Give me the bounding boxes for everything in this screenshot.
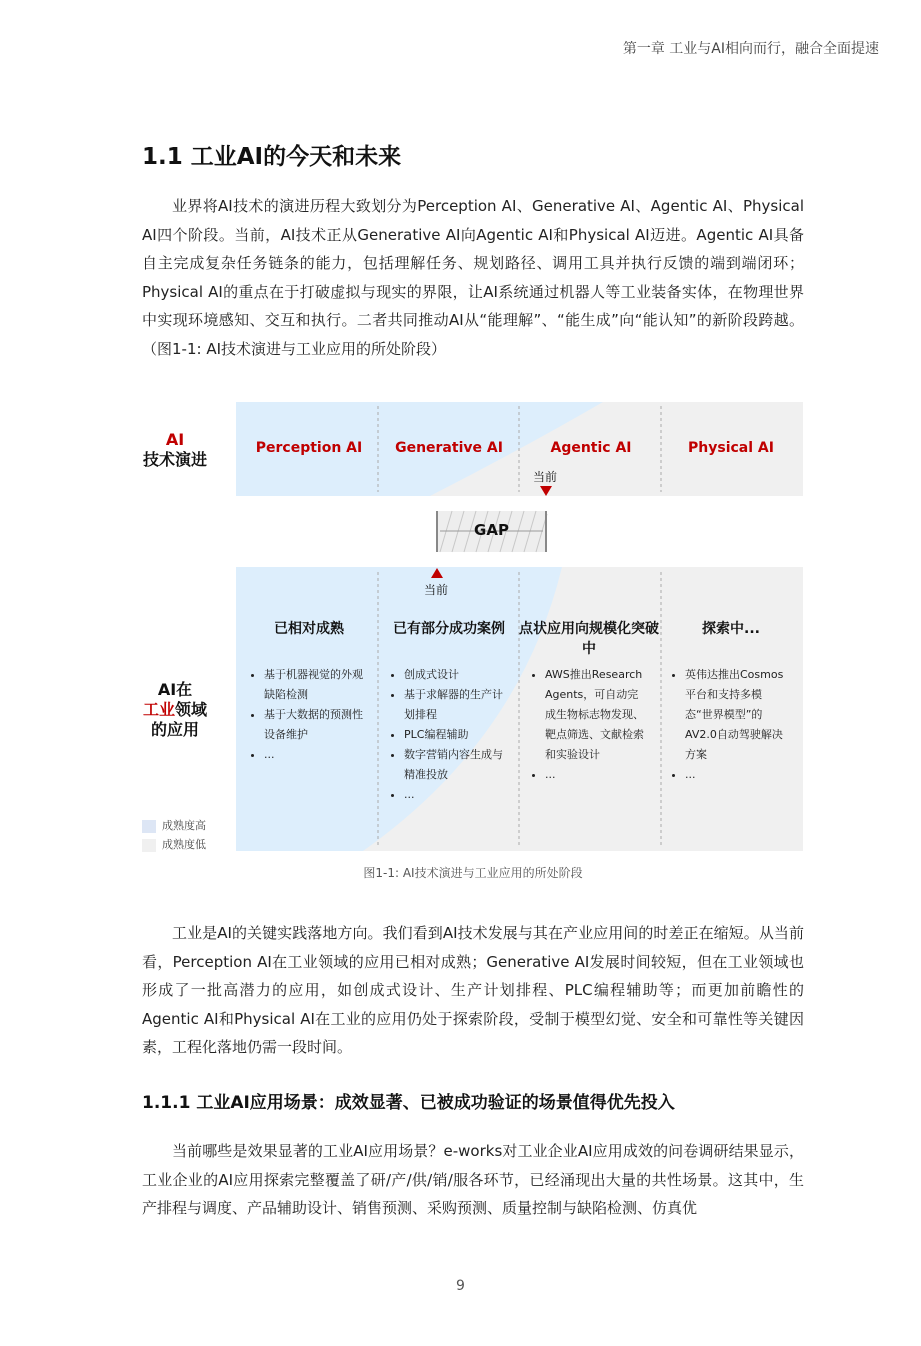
tech-evolution-label: AI 技术演进 <box>142 430 207 469</box>
gap-label: GAP <box>474 521 509 539</box>
legend-low: 成熟度低 <box>142 836 206 852</box>
column-title-exploring: 探索中... <box>702 621 760 637</box>
column-title-scaling: 点状应用向规模化突破中 <box>519 621 659 657</box>
subsection-title: 1.1.1 工业AI应用场景：成效显著、已被成功验证的场景值得优先投入 <box>142 1093 675 1113</box>
running-header: 第一章 工业与AI相向而行，融合全面提速 <box>622 41 879 57</box>
column-list-mature: • 基于机器视觉的外观缺陷检测 • 基于大数据的预测性设备维护 • ... <box>250 665 368 765</box>
figure-caption: 图1-1: AI技术演进与工业应用的所处阶段 <box>363 866 583 880</box>
current-label-tech: 当前 <box>533 470 558 484</box>
paragraph-scenarios: 当前哪些是效果显著的工业AI应用场景？e-works对工业企业AI应用成效的问卷调研结果显示，工业企业的AI应用探索完整覆盖了研/产/供/销/服各环节，已经涌现出大量的共性场景。这其中，生产排程与调度、产品辅助设计、销售预测、采购预测、质量控制与缺陷检测、仿真优 <box>142 1142 804 1217</box>
paragraph-intro: 业界将AI技术的演进历程大致划分为Perception AI、Generative AI、Agentic AI、Physical AI四个阶段。当前，AI技术正从Generative AI向Agentic AI和Physical AI迈进。Agentic AI具备自主完成复杂任务链条的能力，包括理解任务、规划路径、调用工具并执行反馈的端到端闭环；Physical AI的重点在于打破虚拟与现实的界限，让AI系统通过机器人等工业装备实体，在物理世界中实现环境感知、交互和执行。二者共同推动AI从“能理解”、“能生成”向“能认知”的新阶段跨越。（图1-1: AI技术演进与工业应用的所处阶段） <box>142 197 804 358</box>
stage-perception: Perception AI <box>255 440 363 456</box>
column-title-partial: 已有部分成功案例 <box>393 621 505 637</box>
current-label-app: 当前 <box>424 583 449 597</box>
paragraph-industry: 工业是AI的关键实践落地方向。我们看到AI技术发展与其在产业应用间的时差正在缩短。从当前看，Perception AI在工业领域的应用已相对成熟；Generative AI发展时间较短，但在工业领域也形成了一批高潜力的应用，如创成式设计、生产计划排程、PLC编程辅助等；而更加前瞻性的Agentic AI和Physical AI在工业的应用仍处于探索阶段，受制于模型幻觉、安全和可靠性等关键因素，工程化落地仍需一段时间。 <box>142 924 804 1056</box>
column-list-exploring: • 英伟达推出Cosmos平台和支持多模态“世界模型”的AV2.0自动驾驶解决方案 • ... <box>671 665 789 785</box>
stage-agentic: Agentic AI <box>550 440 632 456</box>
stage-physical: Physical AI <box>688 440 774 456</box>
legend-high: 成熟度高 <box>142 817 206 833</box>
column-list-partial: • 创成式设计 • 基于求解器的生产计划排程 • PLC编程辅助 • 数字营销内容生成与精准投放 • ... <box>390 665 508 805</box>
legend-swatch-high <box>142 820 156 833</box>
column-list-scaling: • AWS推出Research Agents，可自动完成生物标志物发现、靶点筛选、文献检索和实验设计 • ... <box>531 665 649 785</box>
industry-application-label: AI在 工业领域 的应用 <box>142 680 208 739</box>
column-title-mature: 已相对成熟 <box>274 621 344 637</box>
stage-generative: Generative AI <box>395 440 503 456</box>
section-title: 1.1 工业AI的今天和未来 <box>142 144 402 170</box>
page-number: 9 <box>456 1278 465 1294</box>
legend-swatch-low <box>142 839 156 852</box>
